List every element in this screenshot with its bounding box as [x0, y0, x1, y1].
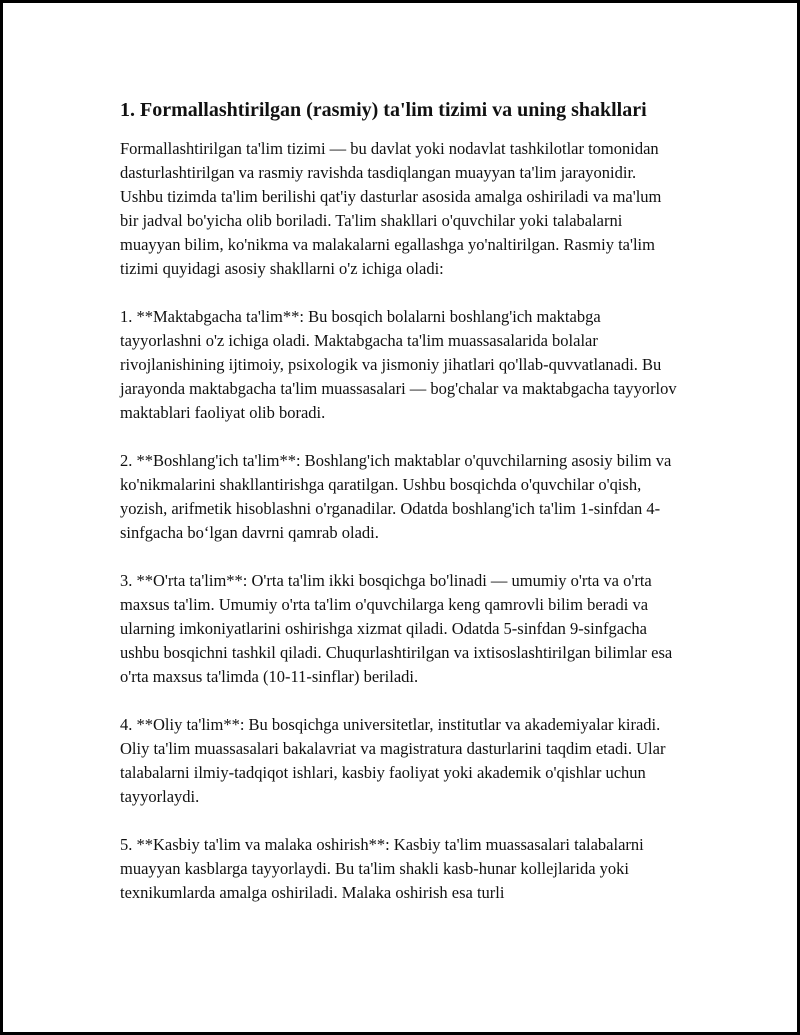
document-body	[120, 97, 680, 929]
paragraph-secondary-education: 3. **O'rta ta'lim**: O'rta ta'lim ikki bosqichga bo'linadi — umumiy o'rta va o'rta maxsus ta'lim. Umumiy o'rta ta'lim o'quvchilarga keng qamrovli bilim beradi va ularning imkoniyatlarini oshirishga xizmat qiladi. Odatda 5-sinfdan 9-sinfgacha ushbu bosqichni tashkil qiladi. Chuqurlashtirilgan va ixtisoslashtirilgan bilimlar esa o'rta maxsus ta'limda (10-11-sinflar) beriladi.	[120, 571, 673, 686]
page-title: 1. Formallashtirilgan (rasmiy) ta'lim tizimi va uning shakllari	[120, 99, 647, 121]
paragraph-higher-education: 4. **Oliy ta'lim**: Bu bosqichga universitetlar, institutlar va akademiyalar kiradi. Oliy ta'lim muassasalari bakalavriat va magistratura dasturlarini taqdim etadi. Ular talabalarni ilmiy-tadqiqot ishlari, kasbiy faoliyat yoki akademik o'qishlar uchun tayyorlaydi.	[120, 715, 666, 806]
paragraph-intro: Formallashtirilgan ta'lim tizimi — bu davlat yoki nodavlat tashkilotlar tomonidan dasturlashtirilgan va rasmiy ravishda tasdiqlangan muayyan ta'lim jarayonidir. Ushbu tizimda ta'lim berilishi qat'iy dasturlar asosida amalga oshiriladi va ma'lum bir jadval bo'yicha olib boriladi. Ta'lim shakllari o'quvchilar yoki talabalarni muayyan bilim, ko'nikma va malakalarni egallashga yo'naltirilgan. Rasmiy ta'lim tizimi quyidagi asosiy shakllarni o'z ichiga oladi:	[120, 139, 662, 278]
paragraph-primary-education: 2. **Boshlang'ich ta'lim**: Boshlang'ich maktablar o'quvchilarning asosiy bilim va ko'nikmalarini shakllantirishga qaratilgan. Ushbu bosqichda o'quvchilar o'qish, yozish, arifmetik hisoblashni o'rganadilar. Odatda boshlang'ich ta'lim 1-sinfdan 4-sinfgacha bo‘lgan davrni qamrab oladi.	[120, 451, 672, 542]
paragraph-vocational-education: 5. **Kasbiy ta'lim va malaka oshirish**: Kasbiy ta'lim muassasalari talabalarni muayyan kasblarga tayyorlaydi. Bu ta'lim shakli kasb-hunar kollejlarida yoki texnikumlarda amalga oshiriladi. Malaka oshirish esa turli	[120, 835, 644, 902]
paragraph-preschool-education: 1. **Maktabgacha ta'lim**: Bu bosqich bolalarni boshlang'ich maktabga tayyorlashni o'z ichiga oladi. Maktabgacha ta'lim muassasalarida bolalar rivojlanishining ijtimoiy, psixologik va jismoniy jihatlari qo'llab-quvvatlanadi. Bu jarayonda maktabgacha ta'lim muassasalari — bog'chalar va maktabgacha tayyorlov maktablari faoliyat olib boradi.	[120, 307, 677, 422]
